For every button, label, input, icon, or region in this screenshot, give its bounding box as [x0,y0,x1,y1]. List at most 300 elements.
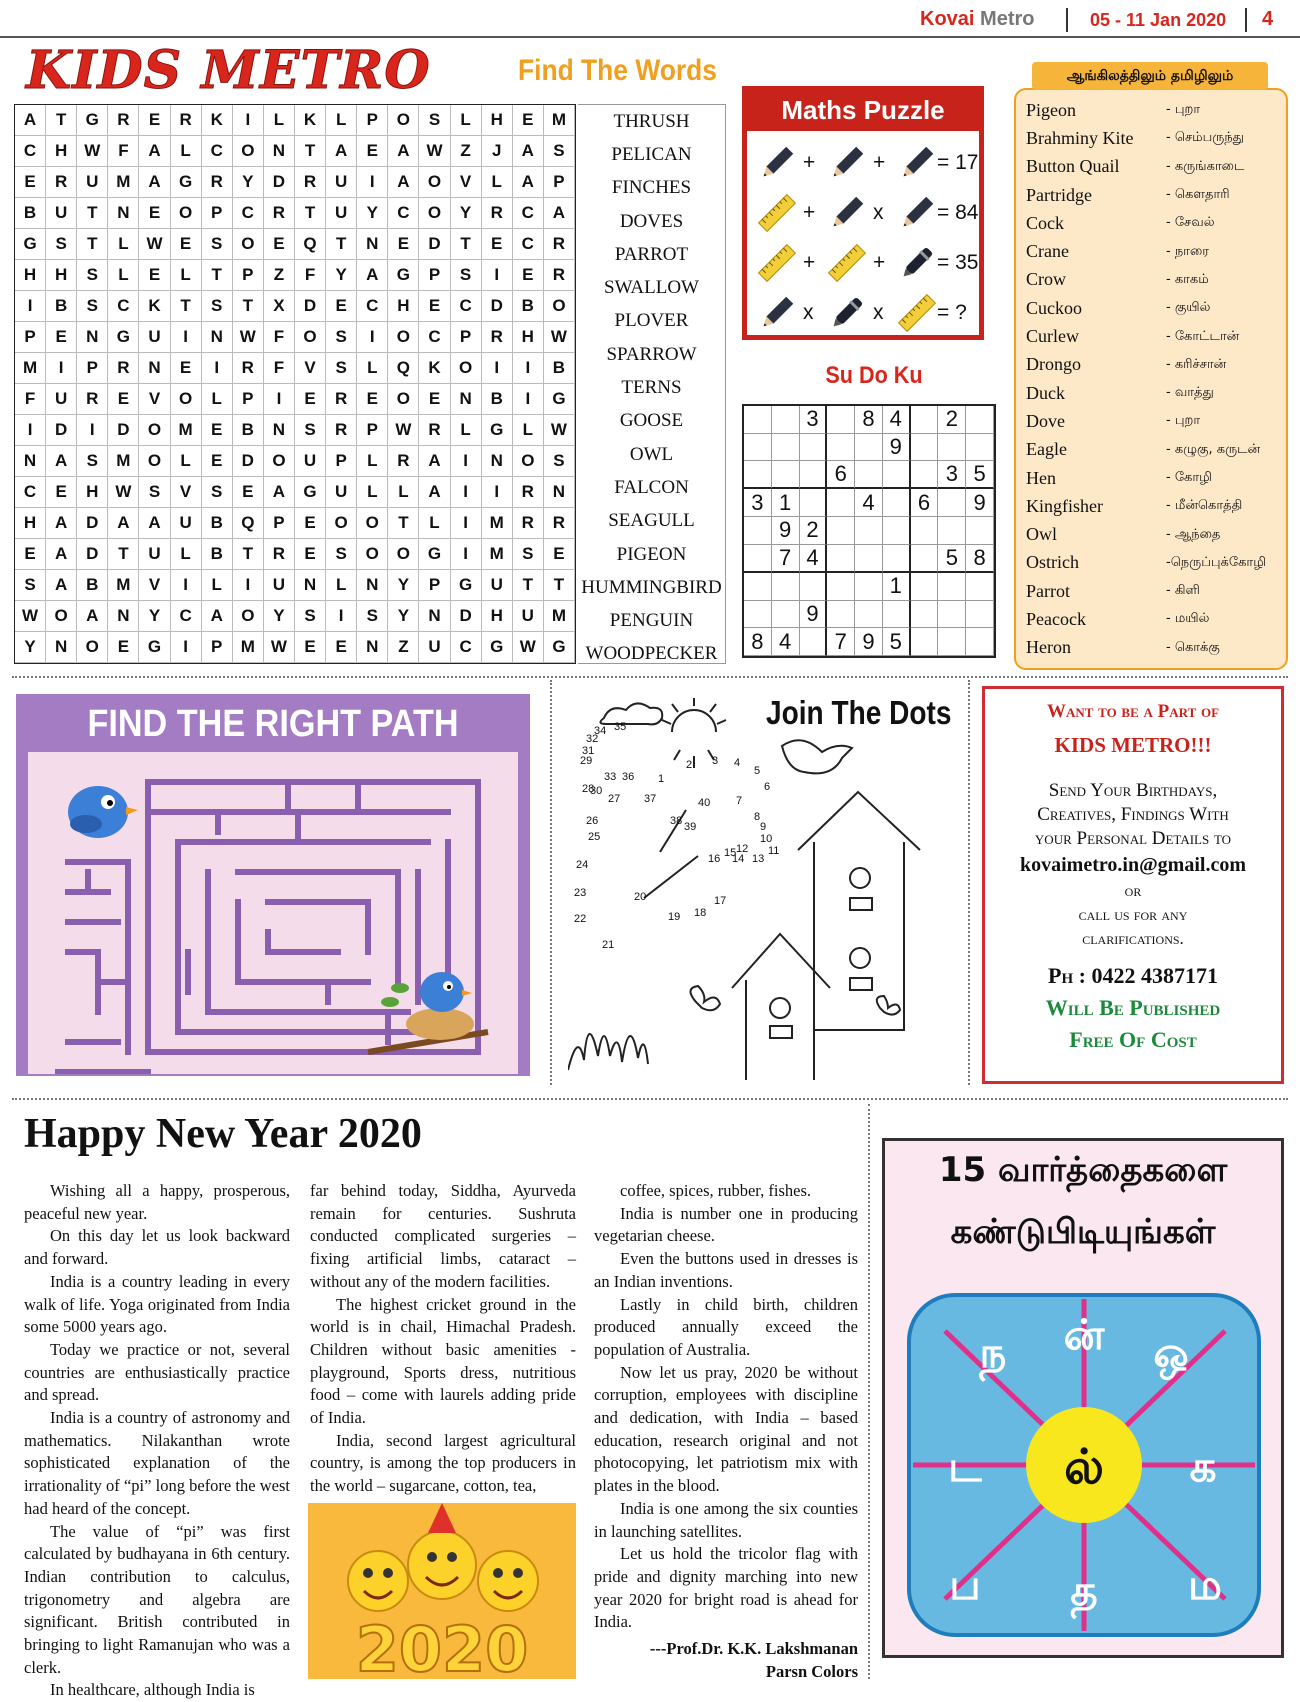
grid-letter: N [544,477,575,508]
sudoku-cell[interactable] [938,434,966,462]
sudoku-cell[interactable] [772,434,800,462]
grid-letter: V [139,570,170,601]
grid-letter: A [544,198,575,229]
sudoku-cell[interactable] [744,573,772,601]
divider [12,676,1288,678]
grid-letter: I [15,291,46,322]
sudoku-cell[interactable] [855,517,883,545]
grid-letter: T [77,229,108,260]
grid-letter: S [202,229,233,260]
glossary-row [1026,634,1276,662]
grid-letter: U [46,198,77,229]
grid-letter: V [451,167,482,198]
grid-letter: H [388,291,419,322]
grid-letter: Y [326,260,357,291]
grid-letter: E [295,508,326,539]
sudoku-cell[interactable] [744,434,772,462]
grid-letter: L [357,446,388,477]
sudoku-cell[interactable] [883,601,911,629]
sudoku-cell[interactable] [966,517,994,545]
grid-letter: O [139,446,170,477]
article-paragraph: On this day let us look backward and forward. [24,1226,290,1269]
grid-letter: N [46,632,77,663]
grid-letter: U [264,570,295,601]
grid-letter: O [388,539,419,570]
grid-letter: B [46,291,77,322]
grid-letter: N [357,632,388,663]
grid-letter: E [419,291,450,322]
svg-text:33: 33 [604,771,617,783]
puzzle-letter: ஒ [1153,1328,1189,1377]
pencil-icon [757,293,797,333]
svg-text:24: 24 [576,859,589,871]
puzzle-letter: ட [948,1442,982,1491]
grid-letter: S [46,229,77,260]
bird-glossary [1014,88,1288,670]
grid-letter: W [233,322,264,353]
sudoku-cell[interactable] [855,434,883,462]
image-year-text: 2020 [355,1613,529,1679]
grid-letter: C [513,198,544,229]
grid-letter: U [171,508,202,539]
glossary-english: Parrot [1026,580,1070,601]
article-paragraph: India is number one in producing vegetarian cheese. [594,1203,858,1246]
grid-letter: I [482,353,513,384]
svg-text:16: 16 [708,853,721,865]
grid-letter: O [357,508,388,539]
sudoku-cell[interactable] [938,517,966,545]
free-publish-note: Free Of Cost [1069,1027,1197,1052]
grid-letter: K [295,105,326,136]
glossary-row [1026,577,1276,605]
glossary-row [1026,181,1276,209]
word-list-item: PARROT [614,243,689,265]
glossary-row [1026,266,1276,294]
grid-letter: E [139,198,170,229]
sudoku-cell[interactable] [744,461,772,489]
sudoku-cell[interactable] [772,461,800,489]
sudoku-cell[interactable] [911,434,939,462]
grid-letter: Y [233,167,264,198]
grid-letter: E [139,105,170,136]
grid-letter: R [326,415,357,446]
sudoku-cell[interactable] [911,628,939,656]
grid-letter: W [15,601,46,632]
contact-phone[interactable]: Ph : 0422 4387171 [1048,963,1218,988]
grid-letter: R [326,384,357,415]
grid-letter: D [77,539,108,570]
sudoku-cell[interactable] [911,406,939,434]
sudoku-cell[interactable] [883,461,911,489]
grid-letter: T [202,260,233,291]
grid-letter: I [233,105,264,136]
grid-letter: R [388,446,419,477]
glossary-tamil: - புறா [1166,102,1201,118]
sudoku-cell[interactable] [744,601,772,629]
grid-letter: S [326,322,357,353]
grid-letter: P [202,198,233,229]
glossary-english: Button Quail [1026,156,1120,177]
glossary-english: Owl [1026,524,1057,545]
glossary-tamil: - கொக்கு [1166,639,1220,655]
glossary-english: Hen [1026,467,1056,488]
grid-letter: E [202,415,233,446]
maths-operator: + [873,151,886,174]
glossary-english: Kingfisher [1026,495,1103,516]
svg-text:18: 18 [694,907,707,919]
grid-letter: P [233,384,264,415]
grid-letter: M [108,167,139,198]
grid-letter: R [202,167,233,198]
grid-letter: A [139,136,170,167]
sudoku-cell[interactable] [911,461,939,489]
grid-letter: U [295,446,326,477]
grid-letter: G [108,322,139,353]
sudoku-cell[interactable] [938,573,966,601]
divider [12,1098,1288,1100]
grid-letter: C [451,632,482,663]
sudoku-cell: 9 [966,489,994,517]
sudoku-cell[interactable] [772,573,800,601]
grid-letter: G [388,260,419,291]
page-header [0,0,1300,38]
sudoku-cell[interactable] [883,489,911,517]
grid-letter: I [326,601,357,632]
grid-letter: A [15,105,46,136]
sudoku-cell: 5 [883,628,911,656]
grid-letter: Y [451,198,482,229]
grid-letter: S [139,477,170,508]
grid-letter: O [233,601,264,632]
new-year-image [308,1503,576,1679]
svg-text:10: 10 [760,833,773,845]
grid-letter: E [233,477,264,508]
grid-letter: N [482,446,513,477]
grid-letter: R [46,167,77,198]
bird-icon [68,786,138,838]
grid-letter: A [108,508,139,539]
glossary-row [1026,237,1276,265]
sudoku-cell[interactable] [855,601,883,629]
grid-letter: U [326,198,357,229]
grid-letter: W [513,632,544,663]
sudoku-cell[interactable] [966,601,994,629]
glossary-row [1026,520,1276,548]
grid-letter: H [15,508,46,539]
grid-letter: N [357,570,388,601]
header-divider [1245,8,1247,32]
sudoku-cell[interactable] [883,545,911,573]
sudoku-cell[interactable] [855,545,883,573]
maths-result: = 35 [937,251,979,274]
grid-letter: W [388,415,419,446]
grid-letter: Y [15,632,46,663]
sudoku-cell[interactable] [827,406,855,434]
grid-letter: R [264,539,295,570]
sudoku-cell: 4 [883,406,911,434]
grid-letter: U [77,167,108,198]
grid-letter: F [295,260,326,291]
join-dots-title: Join The Dots [766,694,952,731]
sudoku-cell: 8 [966,545,994,573]
grid-letter: B [202,539,233,570]
sudoku-cell[interactable] [827,517,855,545]
contribute-box [982,686,1284,1084]
grid-letter: H [482,601,513,632]
grid-letter: C [419,322,450,353]
glossary-tamil: - ஆந்தை [1166,526,1221,542]
grid-letter: I [357,322,388,353]
grid-letter: A [419,477,450,508]
glossary-english: Curlew [1026,326,1079,347]
sudoku-cell[interactable] [855,461,883,489]
maths-operator: x [803,301,814,324]
grid-letter: L [513,415,544,446]
sudoku-cell[interactable] [772,601,800,629]
grid-letter: R [544,508,575,539]
grid-letter: P [202,632,233,663]
sudoku-cell[interactable] [827,545,855,573]
grid-letter: T [451,229,482,260]
grid-letter: L [202,384,233,415]
grid-letter: M [108,446,139,477]
grid-letter: N [451,384,482,415]
grid-letter: D [46,415,77,446]
maths-row [757,289,979,337]
puzzle-letter: ப [949,1560,981,1609]
grid-letter: S [77,291,108,322]
grid-letter: A [139,508,170,539]
grid-letter: O [326,508,357,539]
grid-letter: O [171,198,202,229]
glossary-tamil: - புறா [1166,413,1201,429]
grid-letter: Z [388,632,419,663]
article-column-2 [310,1180,576,1498]
grid-letter: K [419,353,450,384]
glossary-tamil: - செம்பருந்து [1166,130,1244,146]
sudoku-cell[interactable] [966,628,994,656]
sudoku-cell[interactable] [800,434,828,462]
grid-letter: R [108,353,139,384]
grid-letter: N [77,322,108,353]
svg-text:21: 21 [602,939,615,951]
grid-letter: E [46,322,77,353]
sudoku-cell[interactable] [800,573,828,601]
maths-result: = 17 [937,151,979,174]
grid-letter: O [388,105,419,136]
sudoku-cell[interactable] [827,489,855,517]
grid-letter: L [202,570,233,601]
glossary-row [1026,209,1276,237]
sudoku-cell[interactable] [772,406,800,434]
sudoku-cell[interactable] [938,628,966,656]
article-paragraph: Let us hold the tricolor flag with pride and dignity marching into new year 2020 for bright road is ahead for India. [594,1544,858,1632]
publication-brand: Kovai Metro [920,8,1035,30]
grid-letter: C [513,229,544,260]
grid-letter: G [544,384,575,415]
grid-letter: B [513,291,544,322]
grid-letter: E [295,539,326,570]
sudoku-cell: 5 [938,545,966,573]
word-search-grid [14,104,576,664]
grid-letter: N [108,198,139,229]
grid-letter: O [264,446,295,477]
sudoku-cell[interactable] [911,545,939,573]
grid-letter: L [451,415,482,446]
svg-text:30: 30 [590,785,603,797]
glossary-tamil: - கரிச்சான் [1166,356,1227,372]
svg-text:15: 15 [724,847,737,859]
sudoku-cell[interactable] [800,628,828,656]
ruler-icon [757,243,797,283]
svg-text:5: 5 [754,765,761,777]
grid-letter: B [77,570,108,601]
grid-letter: E [264,229,295,260]
grid-letter: M [233,632,264,663]
sudoku-cell[interactable] [938,601,966,629]
grid-letter: R [108,105,139,136]
grid-letter: U [513,601,544,632]
grid-letter: A [326,136,357,167]
grid-letter: M [171,415,202,446]
word-list-item: FINCHES [611,177,692,199]
svg-text:14: 14 [732,853,745,865]
sudoku-cell: 9 [883,434,911,462]
word-list-item: SPARROW [606,343,697,365]
glossary-tamil: - நாரை [1166,243,1209,259]
grid-letter: A [513,136,544,167]
grid-letter: F [264,322,295,353]
grid-letter: S [202,477,233,508]
glossary-english: Partridge [1026,184,1092,205]
puzzle-letter: ன் [1063,1310,1105,1359]
grid-letter: U [326,167,357,198]
grid-letter: K [139,291,170,322]
contribute-text: Creatives, Findings With [1037,804,1229,825]
grid-letter: L [357,353,388,384]
grid-letter: B [482,384,513,415]
grid-letter: I [513,384,544,415]
grid-letter: T [77,198,108,229]
grid-letter: C [233,198,264,229]
grid-letter: E [357,384,388,415]
sudoku-cell: 4 [855,489,883,517]
svg-text:13: 13 [752,853,765,865]
glossary-tamil: - மீன்கொத்தி [1166,498,1243,514]
grid-letter: L [326,570,357,601]
sudoku-cell[interactable] [966,406,994,434]
sudoku-cell[interactable] [966,434,994,462]
glossary-row [1026,322,1276,350]
glossary-tamil: - கருங்காடை [1166,158,1245,174]
grid-letter: L [171,136,202,167]
grid-letter: R [419,415,450,446]
sudoku-cell[interactable] [827,573,855,601]
svg-text:29: 29 [580,755,593,767]
grid-letter: T [295,198,326,229]
grid-letter: O [233,136,264,167]
grid-letter: F [264,353,295,384]
glossary-row [1026,549,1276,577]
word-list-item: THRUSH [613,110,690,132]
grid-letter: P [544,167,575,198]
grid-letter: O [171,384,202,415]
sudoku-cell: 2 [938,406,966,434]
grid-letter: D [451,601,482,632]
grid-letter: T [108,539,139,570]
sudoku-cell[interactable] [938,489,966,517]
grid-letter: E [357,136,388,167]
grid-letter: C [171,601,202,632]
sudoku-cell: 3 [744,489,772,517]
ruler-icon [827,243,867,283]
sudoku-cell[interactable] [827,601,855,629]
article-paragraph: India, second largest agricultural country, is among the top producers in the world – sugarcane, cotton, tea, [310,1430,576,1496]
sudoku-cell[interactable] [744,517,772,545]
grid-letter: U [139,322,170,353]
sudoku-cell[interactable] [911,601,939,629]
grid-letter: E [171,229,202,260]
sudoku-cell[interactable] [744,545,772,573]
grid-letter: P [357,415,388,446]
glossary-english: Duck [1026,382,1065,403]
photo-credit: Parsn Colors [765,1662,858,1681]
grid-letter: E [513,105,544,136]
sudoku-cell: 9 [855,628,883,656]
grid-letter: D [295,291,326,322]
sudoku-cell[interactable] [911,573,939,601]
grid-letter: L [171,260,202,291]
sudoku-cell[interactable] [744,406,772,434]
sudoku-cell: 4 [800,545,828,573]
sudoku-cell: 2 [800,517,828,545]
sudoku-cell[interactable] [855,573,883,601]
sudoku-cell[interactable] [800,461,828,489]
contact-email[interactable]: kovaimetro.in@gmail.com [1020,854,1246,876]
grid-letter: W [264,632,295,663]
grid-letter: E [419,384,450,415]
article-paragraph: far behind today, Siddha, Ayurveda remain for centuries. Sushruta conducted complicated surgeries – fixing artificial limbs, cataract – without any of the modern facilities. [310,1181,576,1291]
grid-letter: T [513,570,544,601]
sudoku-cell[interactable] [827,434,855,462]
grid-letter: W [108,477,139,508]
grid-letter: H [482,105,513,136]
grid-letter: I [482,477,513,508]
grid-letter: I [171,322,202,353]
glossary-tamil: - கிளி [1166,583,1200,599]
grid-letter: L [108,260,139,291]
grid-letter: A [388,167,419,198]
grid-letter: A [139,167,170,198]
maths-operator: x [873,301,884,324]
sudoku-cell[interactable] [966,573,994,601]
svg-text:27: 27 [608,793,621,805]
glossary-row [1026,605,1276,633]
svg-text:1: 1 [658,773,665,785]
sudoku-cell[interactable] [883,517,911,545]
grid-letter: O [357,539,388,570]
grid-letter: O [233,229,264,260]
puzzle-letter: ம [1188,1560,1222,1609]
word-list-item: GOOSE [619,410,684,432]
sudoku-cell[interactable] [911,517,939,545]
grid-letter: R [264,198,295,229]
grid-letter: V [295,353,326,384]
grid-letter: I [482,260,513,291]
svg-text:12: 12 [736,843,749,855]
sudoku-cell: 1 [883,573,911,601]
sudoku-cell[interactable] [800,489,828,517]
